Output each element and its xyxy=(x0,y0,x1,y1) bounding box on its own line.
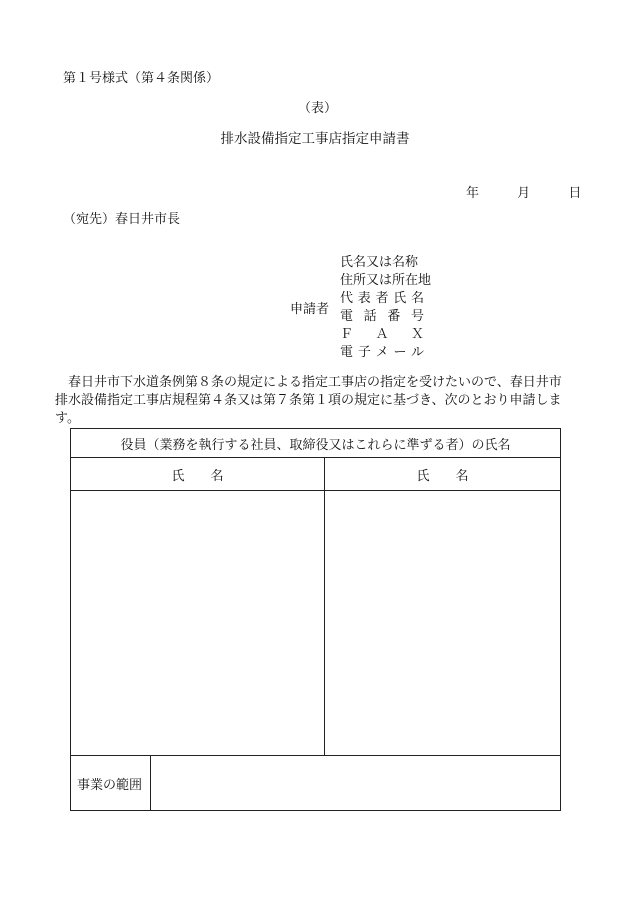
business-scope-label: 事業の範囲 xyxy=(71,756,151,811)
document-title: 排水設備指定工事店指定申請書 xyxy=(220,131,410,147)
officers-table-heading: 役員（業務を執行する社員、取締役又はこれらに準ずる者）の氏名 xyxy=(71,429,561,458)
form-number: 第１号様式（第４条関係） xyxy=(63,71,220,86)
date-line xyxy=(466,182,581,201)
applicant-fields xyxy=(340,254,432,362)
field-address: 住所又は所在地 xyxy=(340,273,432,288)
col-header-name-right: 氏 名 xyxy=(325,458,561,491)
addressee: （宛先）春日井市長 xyxy=(63,212,181,227)
side-label: （表） xyxy=(298,101,338,116)
field-representative: 代表者氏名 xyxy=(340,291,424,306)
officer-names-left-cell[interactable] xyxy=(71,491,325,756)
application-body-text: 春日井市下水道条例第８条の規定による指定工事店の指定を受けたいので、春日井市排水設備指定工事店規程第４条又は第７条第１項の規定に基づき、次のとおり申請します。 xyxy=(55,375,562,426)
field-email: 電子メール xyxy=(340,345,424,360)
field-name: 氏名又は名称 xyxy=(340,255,419,270)
date-month: 月 xyxy=(517,186,531,201)
field-fax: ＦＡＸ xyxy=(340,327,424,342)
business-scope-cell[interactable] xyxy=(151,756,561,811)
date-day: 日 xyxy=(568,186,582,201)
col-header-name-left: 氏 名 xyxy=(71,458,325,491)
field-phone: 電話番号 xyxy=(340,309,424,324)
date-year: 年 xyxy=(466,186,480,201)
officer-names-right-cell[interactable] xyxy=(325,491,561,756)
officers-table xyxy=(70,428,561,811)
applicant-label: 申請者 xyxy=(290,302,330,317)
